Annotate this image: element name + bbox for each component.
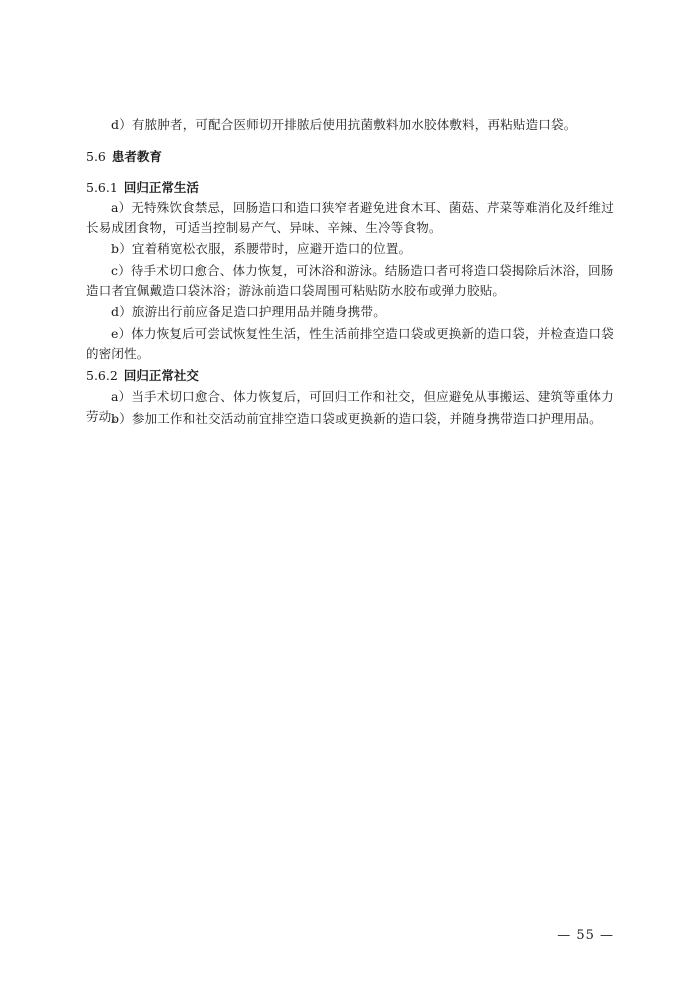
paragraph-5-6-1-d: d）旅游出行前应备足造口护理用品并随身携带。	[111, 304, 386, 319]
section-title: 回归正常社交	[123, 368, 199, 383]
section-title: 患者教育	[111, 149, 162, 164]
paragraph-5-6-1-c: c）待手术切口愈合、体力恢复，可沐浴和游泳。结肠造口者可将造口袋揭除后沐浴，回肠造口者宜佩戴造口袋沐浴；游泳前造口袋周围可粘贴防水胶布或弹力胶贴。	[86, 263, 614, 298]
paragraph-5-6-2-a: a）当手术切口愈合、体力恢复后，可回归工作和社交，但应避免从事搬运、建筑等重体力劳动。	[86, 389, 614, 424]
paragraph-5-6-1-e: e）体力恢复后可尝试恢复性生活，性生活前排空造口袋或更换新的造口袋，并检查造口袋的密闭性。	[86, 326, 614, 361]
section-heading-5-6-2	[86, 366, 199, 386]
paragraph-5-6-1-a: a）无特殊饮食禁忌，回肠造口和造口狭窄者避免进食木耳、菌菇、芹菜等难消化及纤维过长易成团食物，可适当控制易产气、异味、辛辣、生冷等食物。	[86, 200, 614, 235]
paragraph-5-5-d: d）有脓肿者，可配合医师切开排脓后使用抗菌敷料加水胶体敷料，再粘贴造口袋。	[111, 117, 577, 132]
paragraph-5-6-1-b: b）宜着稍宽松衣服，系腰带时，应避开造口的位置。	[111, 241, 412, 256]
section-number: 5.6.1	[86, 180, 118, 195]
section-title: 回归正常生活	[123, 180, 199, 195]
section-heading-5-6-1	[86, 178, 199, 198]
section-heading-5-6	[86, 147, 162, 167]
page-number: — 55 —	[557, 928, 614, 943]
paragraph-5-6-2-b: b）参加工作和社交活动前宜排空造口袋或更换新的造口袋，并随身携带造口护理用品。	[111, 411, 602, 426]
section-number: 5.6.2	[86, 368, 118, 383]
section-number: 5.6	[86, 149, 106, 164]
